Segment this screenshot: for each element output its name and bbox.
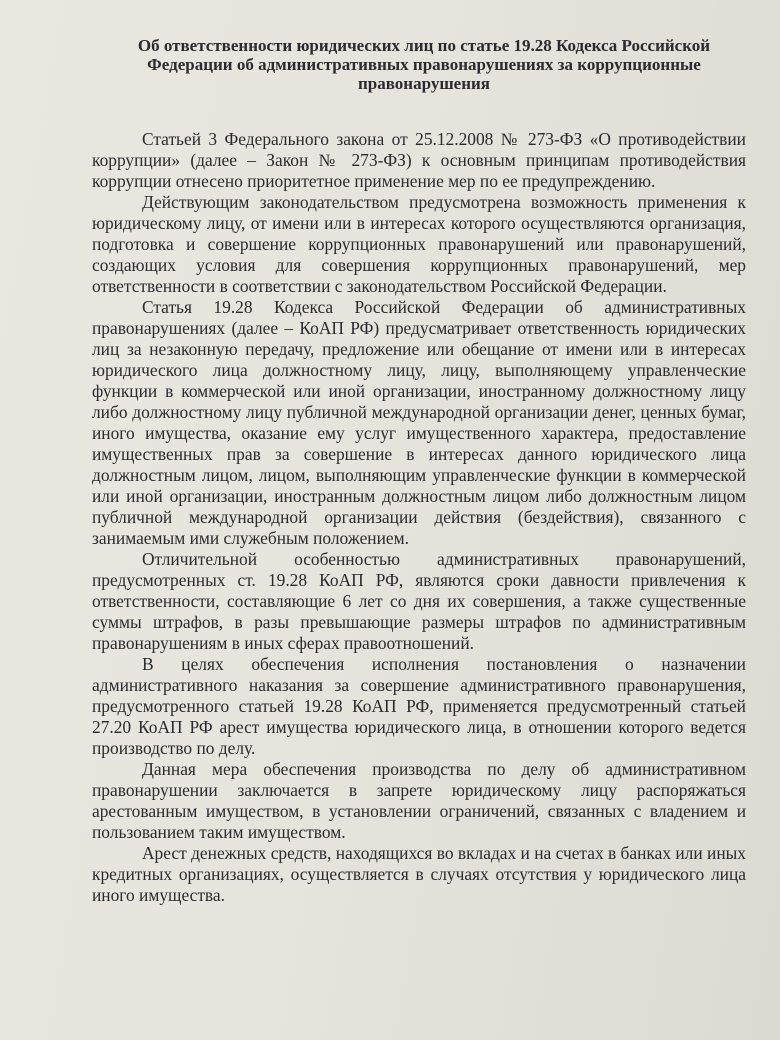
- paragraph: Данная мера обеспечения производства по делу об административном правонарушении заключается в запрете юридическому лицу распоряжаться арестованным имуществом, в установлении ограничений, связанных с владением и пользованием таким имуществом.: [92, 759, 746, 842]
- paragraph: Отличительной особенностью административных правонарушений, предусмотренных ст. 19.28 КоАП РФ, являются сроки давности привлечения к ответственности, составляющие 6 лет со дня их совершения, а также существенные суммы штрафов, в разы превышающие размеры штрафов по административным правонарушениям в иных сферах правоотношений.: [92, 549, 746, 653]
- document-page: [92, 36, 746, 906]
- paragraph: В целях обеспечения исполнения постановления о назначении административного наказания за совершение административного правонарушения, предусмотренного статьей 19.28 КоАП РФ, применяется предусмотренный статьей 27.20 КоАП РФ арест имущества юридического лица, в отношении которого ведется производство по делу.: [92, 654, 746, 758]
- document-title: Об ответственности юридических лиц по статье 19.28 Кодекса Российской Федерации об административных правонарушениях за коррупционные правонарушения: [137, 36, 711, 93]
- paragraph: Статьей 3 Федерального закона от 25.12.2008 № 273-ФЗ «О противодействии коррупции» (далее – Закон № 273-ФЗ) к основным принципам противодействия коррупции отнесено приоритетное применение мер по ее предупреждению.: [92, 129, 746, 191]
- paragraph: Статья 19.28 Кодекса Российской Федерации об административных правонарушениях (далее – КоАП РФ) предусматривает ответственность юридических лиц за незаконную передачу, предложение или обещание от имени или в интересах юридического лица должностному лицу, лицу, выполняющему управленческие функции в коммерческой или иной организации, иностранному должностному лицу либо должностному лицу публичной международной организации денег, ценных бумаг, иного имущества, оказание ему услуг имущественного характера, предоставление имущественных прав за совершение в интересах данного юридического лица должностным лицом, лицом, выполняющим управленческие функции в коммерческой или иной организации, иностранным должностным лицом либо должностным лицом публичной международной организации действия (бездействия), связанного с занимаемым ими служебным положением.: [92, 297, 746, 548]
- paragraph: Действующим законодательством предусмотрена возможность применения к юридическому лицу, от имени или в интересах которого осуществляются организация, подготовка и совершение коррупционных правонарушений или правонарушений, создающих условия для совершения коррупционных правонарушений, мер ответственности в соответствии с законодательством Российской Федерации.: [92, 192, 746, 296]
- paragraph: Арест денежных средств, находящихся во вкладах и на счетах в банках или иных кредитных организациях, осуществляется в случаях отсутствия у юридического лица иного имущества.: [92, 843, 747, 905]
